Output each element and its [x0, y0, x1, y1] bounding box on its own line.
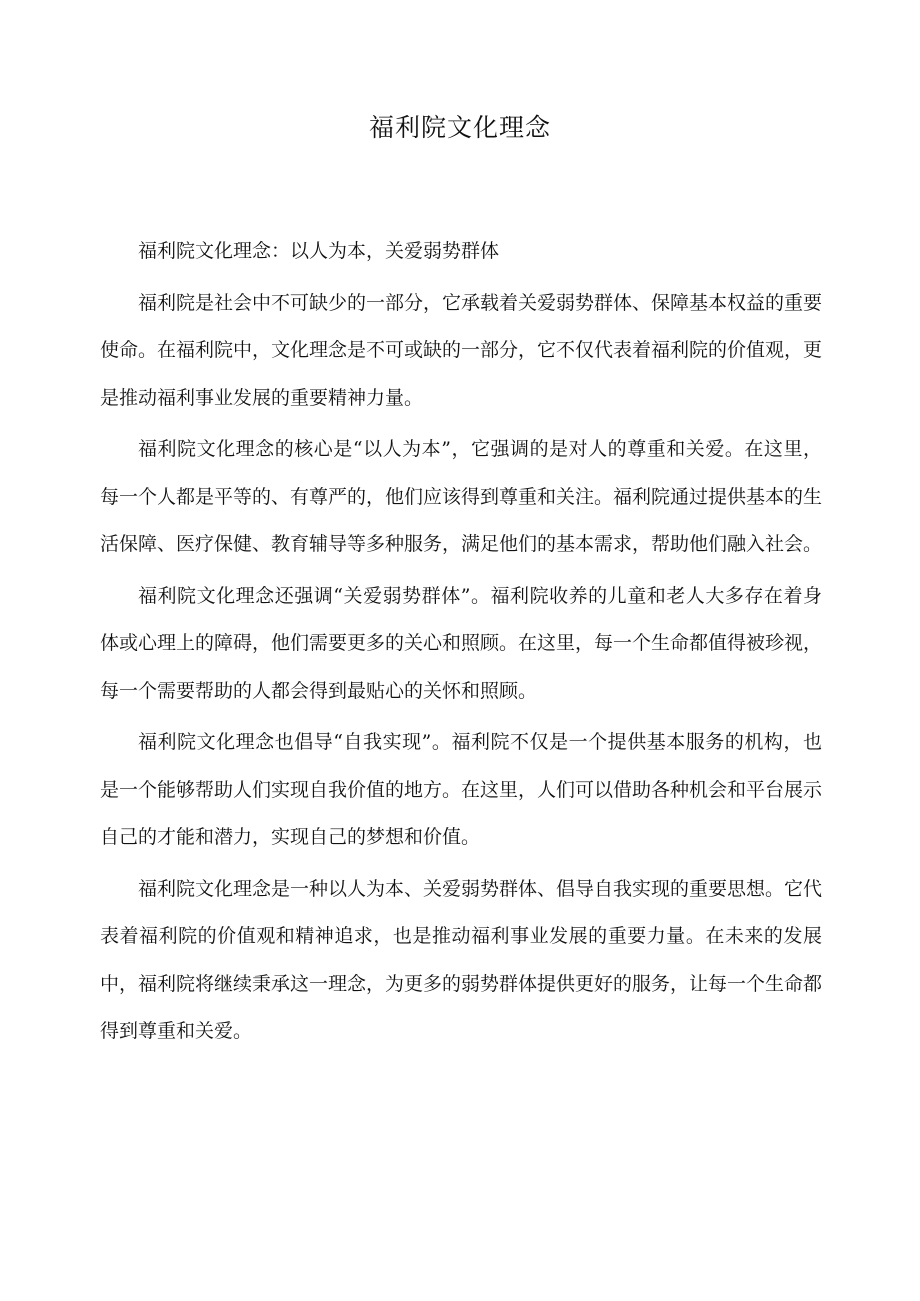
- document-body: [100, 228, 822, 1060]
- page-title: 福利院文化理念: [368, 113, 551, 142]
- paragraph-intro: 福利院是社会中不可缺少的一部分，它承载着关爱弱势群体、保障基本权益的重要使命。在福利院中，文化理念是不可或缺的一部分，它不仅代表着福利院的价值观，更是推动福利事业发展的重要精神力量。: [100, 291, 823, 409]
- paragraph-conclusion: 福利院文化理念是一种以人为本、关爱弱势群体、倡导自我实现的重要思想。它代表着福利院的价值观和精神追求，也是推动福利事业发展的重要力量。在未来的发展中，福利院将继续秉承这一理念，为更多的弱势群体提供更好的服务，让每一个生命都得到尊重和关爱。: [100, 877, 823, 1042]
- paragraph-subtitle: 福利院文化理念：以人为本，关爱弱势群体: [138, 240, 500, 262]
- paragraph-self-realization: 福利院文化理念也倡导“自我实现”。福利院不仅是一个提供基本服务的机构，也是一个能够帮助人们实现自我价值的地方。在这里，人们可以借助各种机会和平台展示自己的才能和潜力，实现自己的梦想和价值。: [100, 731, 823, 848]
- paragraph-care-vulnerable: 福利院文化理念还强调“关爱弱势群体”。福利院收养的儿童和老人大多存在着身体或心理上的障碍，他们需要更多的关心和照顾。在这里，每一个生命都值得被珍视，每一个需要帮助的人都会得到最贴心的关怀和照顾。: [100, 584, 823, 702]
- paragraph-people-first: 福利院文化理念的核心是“以人为本”，它强调的是对人的尊重和关爱。在这里，每一个人都是平等的、有尊严的，他们应该得到尊重和关注。福利院通过提供基本的生活保障、医疗保健、教育辅导等多种服务，满足他们的基本需求，帮助他们融入社会。: [100, 438, 823, 555]
